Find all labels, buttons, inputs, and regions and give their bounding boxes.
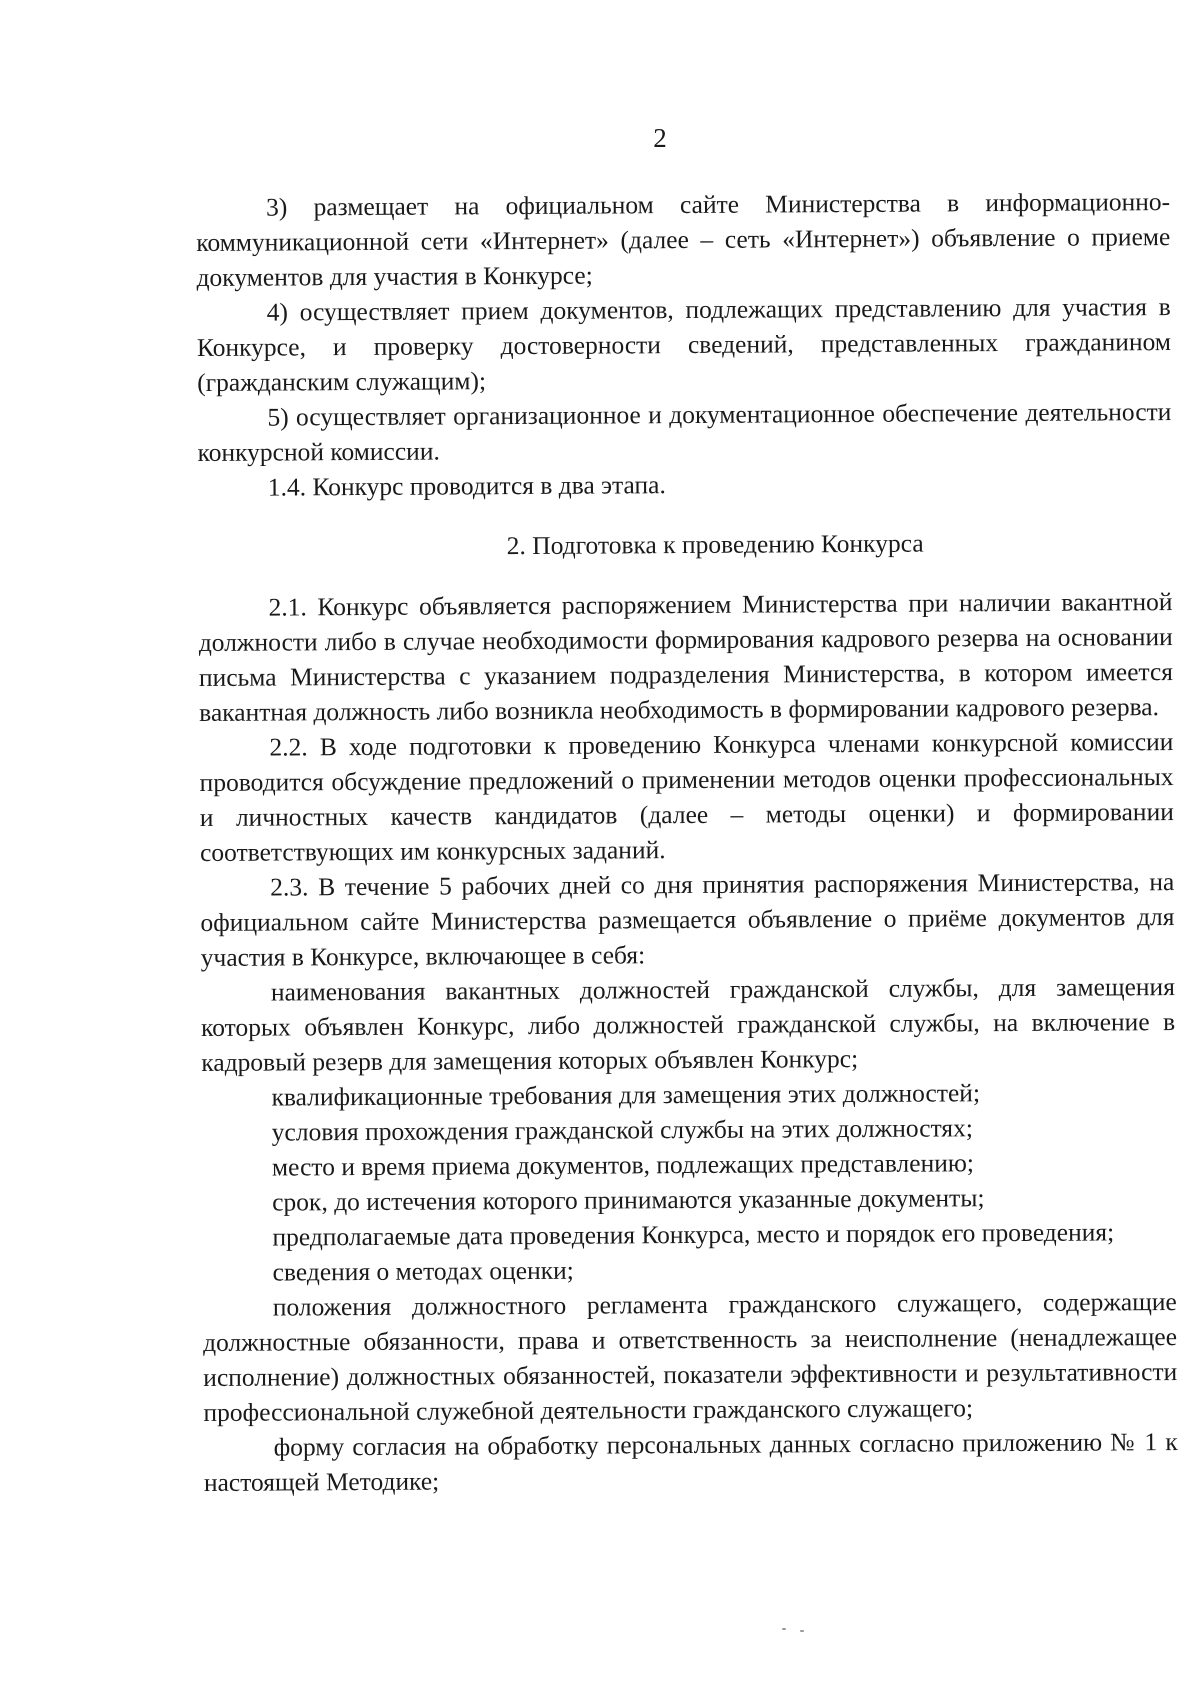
paragraph-2-3: 2.3. В течение 5 рабочих дней со дня принятия распоряжения Министерства, на официальном сайте Министерства размещается объявление о приёме документов для участия в Конкурсе, включающее в себя:: [200, 867, 1175, 972]
paragraph-item-3: 3) размещает на официальном сайте Министерства в информационно-коммуникационной сети «Интернет» (далее – сеть «Интернет») объявление о приеме документов для участия в Конкурсе;: [196, 187, 1171, 292]
paragraph-1-4: 1.4. Конкурс проводится в два этапа.: [267, 470, 666, 502]
paragraph-item-4: 4) осуществляет прием документов, подлежащих представлению для участия в Конкурсе, и проверку достоверности сведений, представленных гражданином (гражданским служащим);: [196, 292, 1172, 397]
paragraph-2-2: 2.2. В ходе подготовки к проведению Конкурса членами конкурсной комиссии проводится обсуждение предложений о применении методов оценки профессиональных и личностных качеств кандидатов (далее – методы оценки) и формировании соответствующих им конкурсных заданий.: [199, 727, 1174, 867]
list-item-job-regulations: положения должностного регламента гражданского служащего, содержащие должностные обязанности, права и ответственность за неисполнение (ненадлежащее исполнение) должностных обязанностей, показатели эффективности и результативности профессиональной служебной деятельности гражданского служащего;: [202, 1287, 1178, 1427]
section-heading: 2. Подготовка к проведению Конкурса: [506, 528, 924, 561]
paragraph-2-1: 2.1. Конкурс объявляется распоряжением Министерства при наличии вакантной должности либо в случае необходимости формирования кадрового резерва на основании письма Министерства с указанием подразделения Министерства, в котором имеется вакантная должность либо возникла необходимость в формировании кадрового резерва.: [198, 587, 1174, 727]
list-item-deadline: срок, до истечения которого принимаются указанные документы;: [272, 1183, 985, 1217]
list-item-qualifications: квалификационные требования для замещения этих должностей;: [271, 1078, 981, 1112]
list-item-contest-date: предполагаемые дата проведения Конкурса, место и порядок его проведения;: [272, 1217, 1115, 1252]
list-item-positions: наименования вакантных должностей гражданской службы, для замещения которых объявлен Конкурс, либо должностей гражданской службы, на включение в кадровый резерв для замещения которых объявлен Конкурс;: [201, 972, 1176, 1077]
list-item-service-conditions: условия прохождения гражданской службы на этих должностях;: [271, 1113, 974, 1147]
document-body: [196, 184, 1178, 1500]
scan-speck: [800, 1630, 804, 1632]
page-number: 2: [653, 123, 667, 153]
list-item-consent-form: форму согласия на обработку персональных данных согласно приложению № 1 к настоящей Методике;: [203, 1427, 1178, 1497]
list-item-place-time: место и время приема документов, подлежащих представлению;: [271, 1148, 975, 1182]
list-item-assessment-methods: сведения о методах оценки;: [272, 1255, 574, 1287]
scan-speck: [782, 1628, 786, 1630]
paragraph-item-5: 5) осуществляет организационное и документационное обеспечение деятельности конкурсной комиссии.: [197, 397, 1172, 467]
